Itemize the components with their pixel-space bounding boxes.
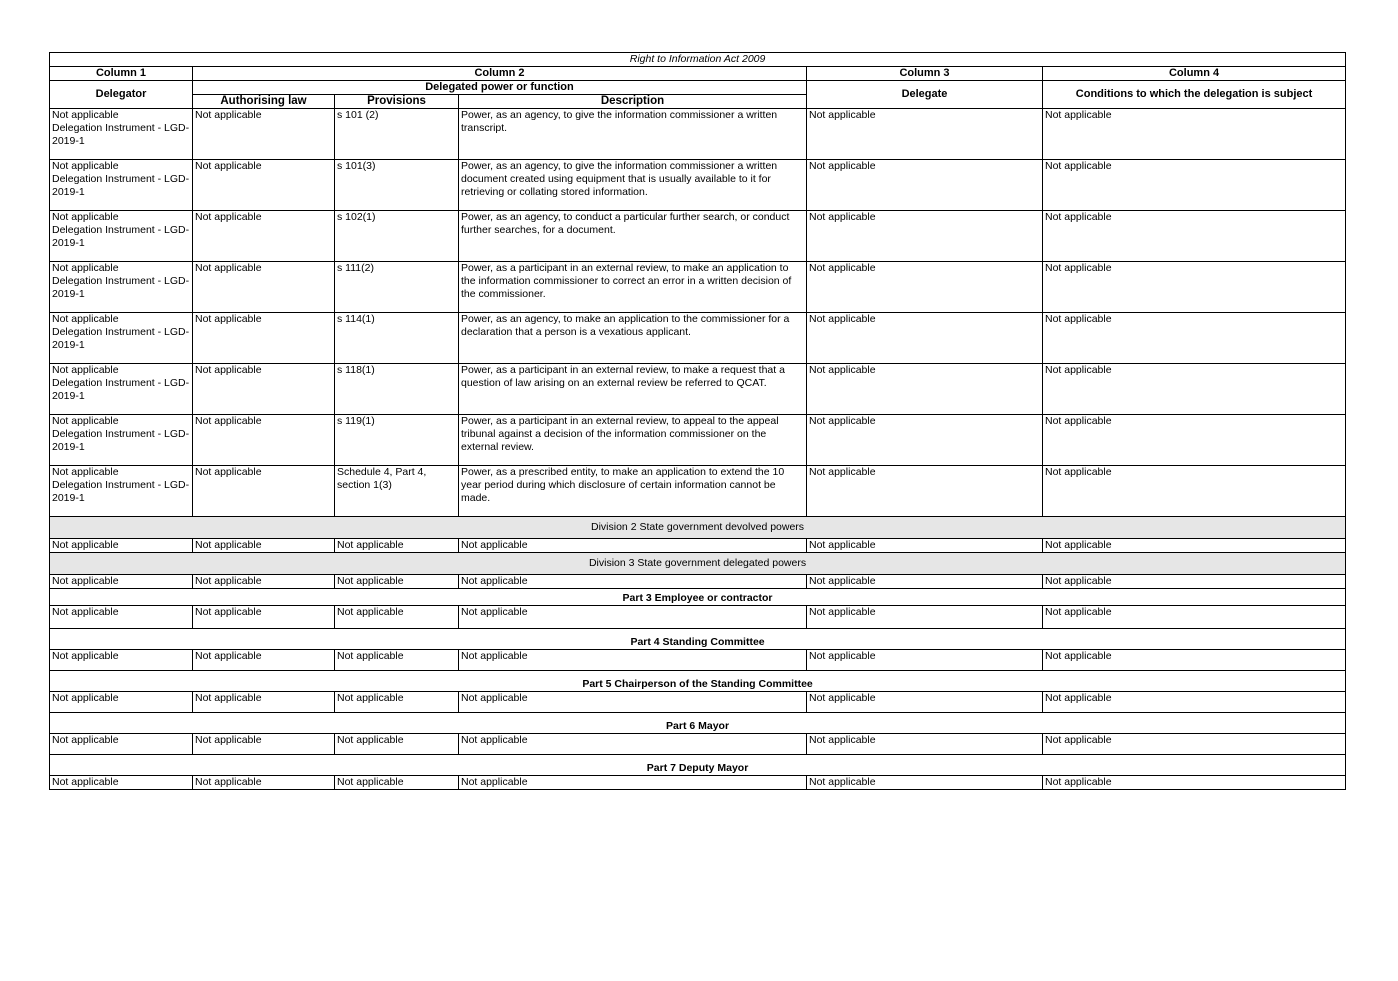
- na-cell: Not applicable: [1043, 650, 1346, 671]
- na-cell: Not applicable: [335, 539, 459, 553]
- division-3-heading: Division 3 State government delegated powers: [50, 553, 1346, 575]
- na-cell: Not applicable: [50, 776, 193, 790]
- division-2-row: [50, 517, 1346, 539]
- authorising-law-cell: Not applicable: [193, 109, 335, 160]
- description-cell: Power, as an agency, to make an application to the commissioner for a declaration that a person is a vexatious applicant.: [459, 313, 807, 364]
- delegator-cell: Not applicable Delegation Instrument - LGD- 2019-1: [50, 313, 193, 364]
- column-number-row: [50, 67, 1346, 81]
- delegator-cell: Not applicable Delegation Instrument - LGD- 2019-1: [50, 415, 193, 466]
- part-6-heading: Part 6 Mayor: [50, 713, 1346, 734]
- authorising-law-cell: Not applicable: [193, 211, 335, 262]
- conditions-header: Conditions to which the delegation is subject: [1043, 81, 1346, 109]
- description-cell: Power, as a participant in an external review, to make an application to the information commissioner to correct an error in a written decision of the commissioner.: [459, 262, 807, 313]
- part-7-heading: Part 7 Deputy Mayor: [50, 755, 1346, 776]
- column4-header: Column 4: [1043, 67, 1346, 81]
- table-row: [50, 692, 1346, 713]
- table-row: [50, 606, 1346, 629]
- conditions-cell: Not applicable: [1043, 211, 1346, 262]
- delegate-cell: Not applicable: [807, 415, 1043, 466]
- table-row: [50, 575, 1346, 589]
- provisions-cell: s 119(1): [335, 415, 459, 466]
- na-cell: Not applicable: [807, 606, 1043, 629]
- document-title: Right to Information Act 2009: [50, 53, 1346, 67]
- authorising-law-cell: Not applicable: [193, 313, 335, 364]
- na-cell: Not applicable: [193, 692, 335, 713]
- na-cell: Not applicable: [50, 539, 193, 553]
- conditions-cell: Not applicable: [1043, 160, 1346, 211]
- conditions-cell: Not applicable: [1043, 313, 1346, 364]
- table-row: [50, 262, 1346, 313]
- na-cell: Not applicable: [459, 575, 807, 589]
- delegator-cell: Not applicable Delegation Instrument - LGD- 2019-1: [50, 466, 193, 517]
- conditions-cell: Not applicable: [1043, 109, 1346, 160]
- na-cell: Not applicable: [1043, 776, 1346, 790]
- na-cell: Not applicable: [193, 734, 335, 755]
- na-cell: Not applicable: [1043, 606, 1346, 629]
- part-5-row: [50, 671, 1346, 692]
- delegator-header: Delegator: [50, 81, 193, 109]
- description-cell: Power, as an agency, to conduct a particular further search, or conduct further searches, for a document.: [459, 211, 807, 262]
- na-cell: Not applicable: [335, 692, 459, 713]
- provisions-cell: s 118(1): [335, 364, 459, 415]
- delegator-cell: Not applicable Delegation Instrument - LGD- 2019-1: [50, 109, 193, 160]
- description-cell: Power, as an agency, to give the information commissioner a written transcript.: [459, 109, 807, 160]
- na-cell: Not applicable: [1043, 575, 1346, 589]
- na-cell: Not applicable: [335, 650, 459, 671]
- part-5-heading: Part 5 Chairperson of the Standing Committee: [50, 671, 1346, 692]
- authorising-law-cell: Not applicable: [193, 415, 335, 466]
- na-cell: Not applicable: [807, 776, 1043, 790]
- delegate-cell: Not applicable: [807, 313, 1043, 364]
- table-row: [50, 160, 1346, 211]
- na-cell: Not applicable: [459, 776, 807, 790]
- delegator-cell: Not applicable Delegation Instrument - LGD- 2019-1: [50, 262, 193, 313]
- table-row: [50, 650, 1346, 671]
- table-row: [50, 415, 1346, 466]
- authorising-law-cell: Not applicable: [193, 364, 335, 415]
- part-3-row: [50, 589, 1346, 606]
- na-cell: Not applicable: [807, 539, 1043, 553]
- delegate-cell: Not applicable: [807, 466, 1043, 517]
- na-cell: Not applicable: [459, 692, 807, 713]
- description-cell: Power, as an agency, to give the information commissioner a written document created using equipment that is usually available to it for retrieving or collating stored information.: [459, 160, 807, 211]
- conditions-cell: Not applicable: [1043, 262, 1346, 313]
- conditions-cell: Not applicable: [1043, 415, 1346, 466]
- conditions-cell: Not applicable: [1043, 466, 1346, 517]
- provisions-cell: s 102(1): [335, 211, 459, 262]
- na-cell: Not applicable: [459, 650, 807, 671]
- provisions-cell: s 114(1): [335, 313, 459, 364]
- title-row: [50, 53, 1346, 67]
- na-cell: Not applicable: [193, 539, 335, 553]
- na-cell: Not applicable: [335, 575, 459, 589]
- table-row: [50, 539, 1346, 553]
- na-cell: Not applicable: [1043, 539, 1346, 553]
- header-row-1: [50, 81, 1346, 95]
- delegate-cell: Not applicable: [807, 262, 1043, 313]
- table-row: [50, 313, 1346, 364]
- na-cell: Not applicable: [50, 575, 193, 589]
- na-cell: Not applicable: [50, 650, 193, 671]
- na-cell: Not applicable: [50, 692, 193, 713]
- division-2-heading: Division 2 State government devolved powers: [50, 517, 1346, 539]
- authorising-law-header: Authorising law: [193, 95, 335, 109]
- na-cell: Not applicable: [50, 734, 193, 755]
- na-cell: Not applicable: [807, 692, 1043, 713]
- na-cell: Not applicable: [807, 650, 1043, 671]
- delegated-power-header: Delegated power or function: [193, 81, 807, 95]
- part-4-row: [50, 629, 1346, 650]
- provisions-cell: s 101 (2): [335, 109, 459, 160]
- provisions-header: Provisions: [335, 95, 459, 109]
- part-3-heading: Part 3 Employee or contractor: [50, 589, 1346, 606]
- table-row: [50, 466, 1346, 517]
- table-row: [50, 734, 1346, 755]
- column2-header: Column 2: [193, 67, 807, 81]
- description-cell: Power, as a participant in an external review, to appeal to the appeal tribunal against a decision of the information commissioner on the external review.: [459, 415, 807, 466]
- description-header: Description: [459, 95, 807, 109]
- na-cell: Not applicable: [193, 575, 335, 589]
- provisions-cell: Schedule 4, Part 4, section 1(3): [335, 466, 459, 517]
- na-cell: Not applicable: [193, 650, 335, 671]
- part-4-heading: Part 4 Standing Committee: [50, 629, 1346, 650]
- authorising-law-cell: Not applicable: [193, 466, 335, 517]
- na-cell: Not applicable: [50, 606, 193, 629]
- na-cell: Not applicable: [807, 734, 1043, 755]
- na-cell: Not applicable: [335, 734, 459, 755]
- na-cell: Not applicable: [193, 776, 335, 790]
- provisions-cell: s 111(2): [335, 262, 459, 313]
- description-cell: Power, as a prescribed entity, to make an application to extend the 10 year period during which disclosure of certain information cannot be made.: [459, 466, 807, 517]
- table-row: [50, 211, 1346, 262]
- part-6-row: [50, 713, 1346, 734]
- division-3-row: [50, 553, 1346, 575]
- na-cell: Not applicable: [335, 606, 459, 629]
- description-cell: Power, as a participant in an external review, to make a request that a question of law arising on an external review be referred to QCAT.: [459, 364, 807, 415]
- na-cell: Not applicable: [807, 575, 1043, 589]
- delegator-cell: Not applicable Delegation Instrument - LGD- 2019-1: [50, 364, 193, 415]
- na-cell: Not applicable: [459, 734, 807, 755]
- column3-header: Column 3: [807, 67, 1043, 81]
- authorising-law-cell: Not applicable: [193, 262, 335, 313]
- delegation-table: [49, 52, 1346, 790]
- na-cell: Not applicable: [459, 606, 807, 629]
- authorising-law-cell: Not applicable: [193, 160, 335, 211]
- delegate-header: Delegate: [807, 81, 1043, 109]
- provisions-cell: s 101(3): [335, 160, 459, 211]
- table-row: [50, 109, 1346, 160]
- na-cell: Not applicable: [335, 776, 459, 790]
- delegate-cell: Not applicable: [807, 364, 1043, 415]
- na-cell: Not applicable: [193, 606, 335, 629]
- part-7-row: [50, 755, 1346, 776]
- na-cell: Not applicable: [1043, 692, 1346, 713]
- delegator-cell: Not applicable Delegation Instrument - LGD- 2019-1: [50, 211, 193, 262]
- table-row: [50, 364, 1346, 415]
- delegate-cell: Not applicable: [807, 211, 1043, 262]
- delegate-cell: Not applicable: [807, 160, 1043, 211]
- column1-header: Column 1: [50, 67, 193, 81]
- table-row: [50, 776, 1346, 790]
- conditions-cell: Not applicable: [1043, 364, 1346, 415]
- na-cell: Not applicable: [459, 539, 807, 553]
- delegator-cell: Not applicable Delegation Instrument - LGD- 2019-1: [50, 160, 193, 211]
- na-cell: Not applicable: [1043, 734, 1346, 755]
- delegate-cell: Not applicable: [807, 109, 1043, 160]
